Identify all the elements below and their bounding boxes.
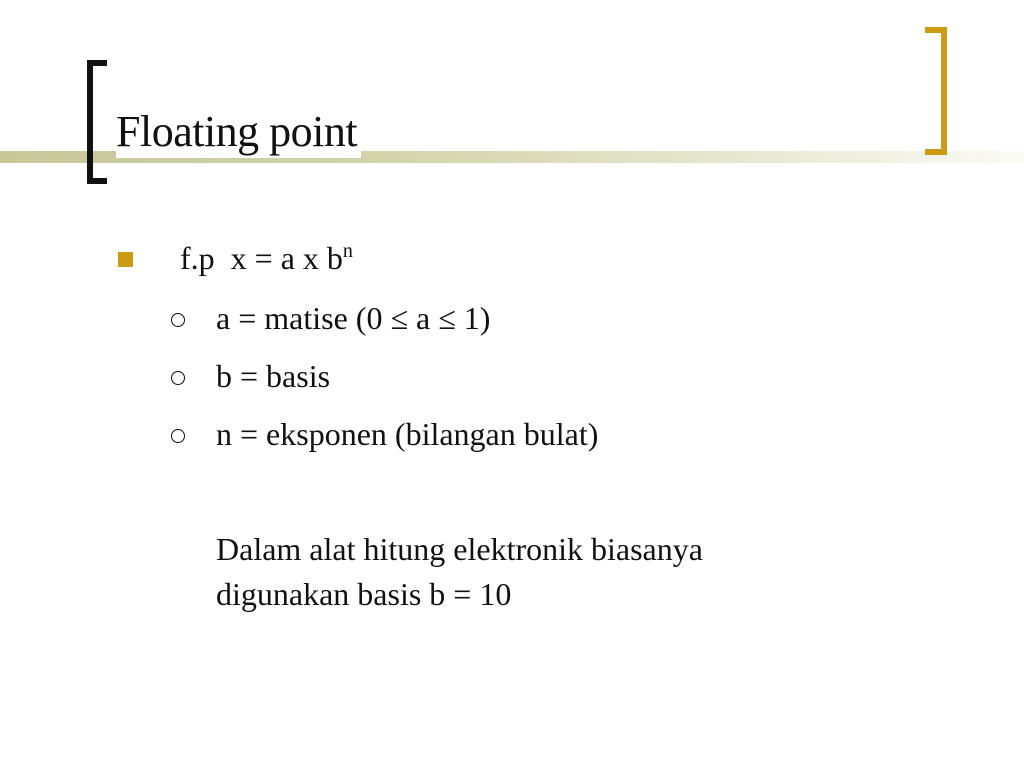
bullet-formula-text: f.p x = a x b bbox=[180, 240, 343, 276]
sub-bullet-base: b = basis bbox=[216, 358, 331, 394]
circle-bullet-icon bbox=[171, 429, 185, 443]
right-bracket-decoration bbox=[925, 27, 947, 155]
bullet-formula bbox=[180, 238, 353, 278]
circle-bullet-icon bbox=[171, 371, 185, 385]
slide-title: Floating point bbox=[116, 106, 361, 158]
sub-bullet-mantissa: a = matise (0 ≤ a ≤ 1) bbox=[216, 300, 491, 336]
sub-bullet-exponent: n = eksponen (bilangan bulat) bbox=[216, 416, 599, 452]
left-bracket-decoration bbox=[87, 60, 107, 184]
circle-bullet-icon bbox=[171, 313, 185, 327]
note-line-2: digunakan basis b = 10 bbox=[216, 576, 512, 612]
note-line-1: Dalam alat hitung elektronik biasanya bbox=[216, 531, 703, 567]
square-bullet-icon bbox=[118, 252, 133, 267]
exponent-superscript: n bbox=[342, 240, 353, 262]
note-paragraph bbox=[216, 527, 936, 617]
